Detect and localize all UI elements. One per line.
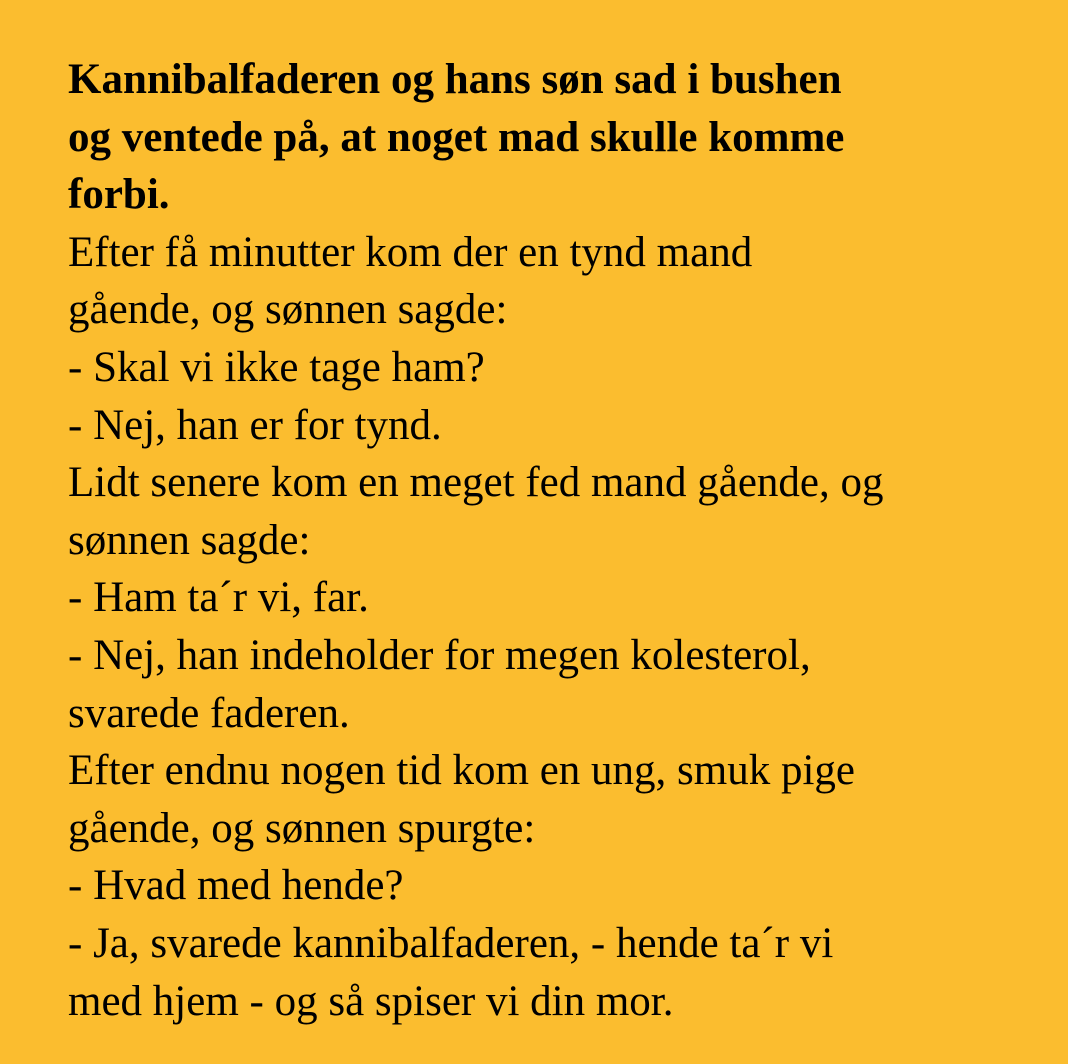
body-line: - Skal vi ikke tage ham? bbox=[68, 343, 485, 391]
title-line: Kannibalfaderen og hans søn sad i bushen bbox=[68, 56, 842, 103]
body-line: - Nej, han er for tynd. bbox=[68, 401, 442, 449]
body-line: Efter få minutter kom der en tynd mand bbox=[68, 228, 753, 276]
title-line: forbi. bbox=[68, 171, 170, 219]
body-line: - Hvad med hende? bbox=[68, 862, 404, 910]
body-line: svarede faderen. bbox=[68, 689, 350, 737]
body-line: med hjem - og så spiser vi din mor. bbox=[68, 977, 674, 1025]
body-line: - Ja, svarede kannibalfaderen, - hende ta´r vi bbox=[68, 919, 834, 967]
body-line: - Nej, han indeholder for megen kolesterol, bbox=[68, 631, 811, 679]
joke-body bbox=[68, 224, 1068, 1030]
body-line: Lidt senere kom en meget fed mand gående, og bbox=[68, 459, 884, 507]
title-line: og ventede på, at noget mad skulle komme bbox=[68, 113, 845, 161]
body-line: gående, og sønnen sagde: bbox=[68, 286, 508, 334]
body-line: Efter endnu nogen tid kom en ung, smuk pige bbox=[68, 747, 855, 795]
joke-title bbox=[68, 51, 1068, 224]
body-line: - Ham ta´r vi, far. bbox=[68, 574, 369, 622]
body-line: sønnen sagde: bbox=[68, 516, 311, 564]
body-line: gående, og sønnen spurgte: bbox=[68, 804, 536, 852]
